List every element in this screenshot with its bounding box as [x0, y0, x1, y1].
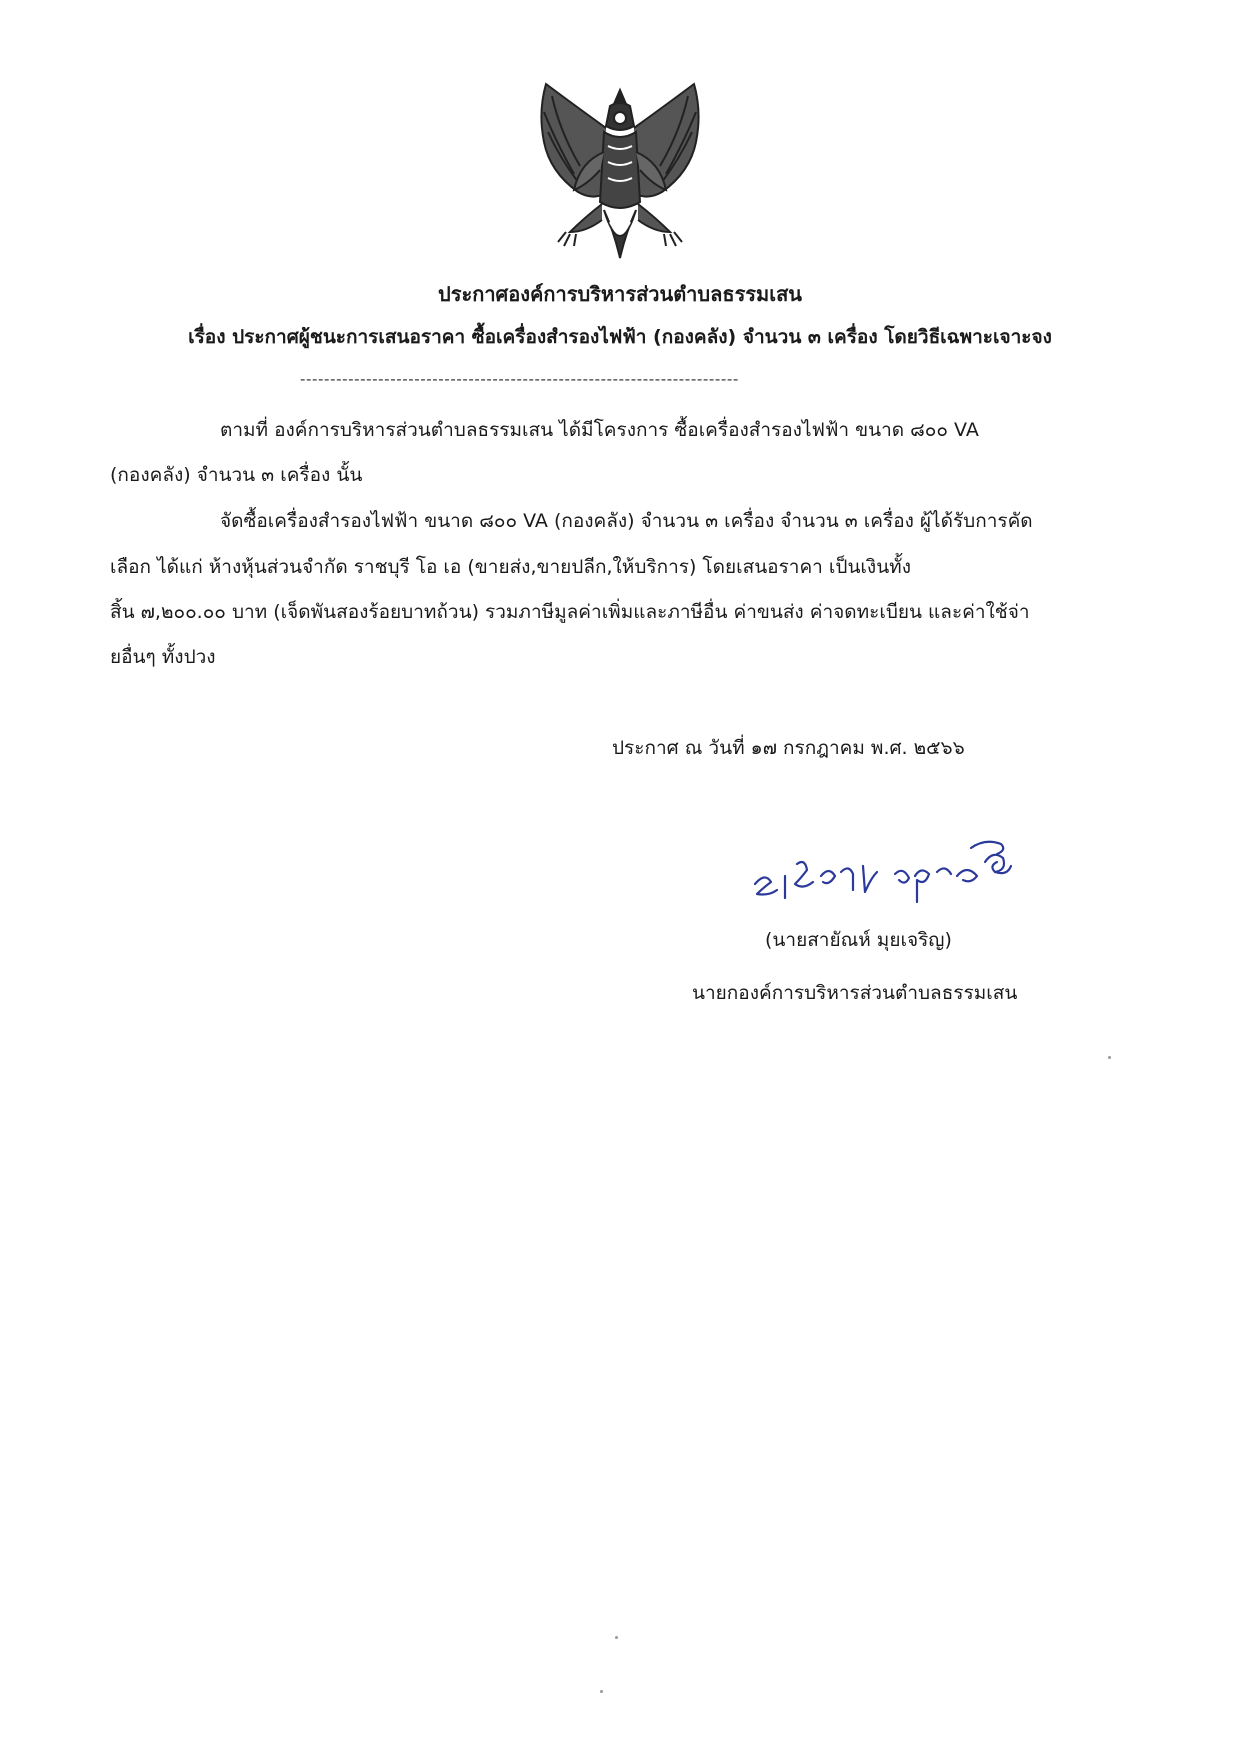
handwritten-signature — [745, 836, 1035, 906]
signer-name: (นายสายัณห์ มุยเจริญ) — [765, 929, 952, 951]
signer-title: นายกองค์การบริหารส่วนตำบลธรรมเสน — [692, 982, 1018, 1004]
announcement-subject: เรื่อง ประกาศผู้ชนะการเสนอราคา ซื้อเครื่องสำรองไฟฟ้า (กองคลัง) จำนวน ๓ เครื่อง โดยวิธีเฉพาะเจาะจง — [188, 326, 1052, 348]
document-page: ประกาศองค์การบริหารส่วนตำบลธรรมเสน เรื่อง ประกาศผู้ชนะการเสนอราคา ซื้อเครื่องสำรองไฟฟ้า (กองคลัง) จำนวน ๓ เครื่อง โดยวิธีเฉพาะเจาะจง ------------------------------------------------------------------------- ตามที่ องค์การบริหารส่วนตำบลธรรมเสน ได้มีโครงการ ซื้อเครื่องสำรองไฟฟ้า ขนาด ๘๐๐ VA (กองคลัง) จำนวน ๓ เครื่อง นั้น จัดซื้อเครื่องสำรองไฟฟ้า ขนาด ๘๐๐ VA (กองคลัง) จำนวน ๓ เครื่อง จำนวน ๓ เครื่อง ผู้ได้รับการคัด เลือก ได้แก่ ห้างหุ้นส่วนจำกัด ราชบุรี โอ เอ (ขายส่ง,ขายปลีก,ให้บริการ) โดยเสนอราคา เป็นเงินทั้ง สิ้น ๗,๒๐๐.๐๐ บาท (เจ็ดพันสองร้อยบาทถ้วน) รวมภาษีมูลค่าเพิ่มและภาษีอื่น ค่าขนส่ง ค่าจดทะเบียน และค่าใช้จ่า ยอื่นๆ ทั้งปวง ประกาศ ณ วันที่ ๑๗ กรกฎาคม พ.ศ. ๒๕๖๖ (นายสายัณห์ มุยเจริญ) นายกองค์การบริหารส่วนตำบลธรรมเสน — [0, 0, 1240, 1754]
paragraph-1-line-1: ตามที่ องค์การบริหารส่วนตำบลธรรมเสน ได้มีโครงการ ซื้อเครื่องสำรองไฟฟ้า ขนาด ๘๐๐ VA — [220, 419, 979, 441]
paragraph-1-line-2: (กองคลัง) จำนวน ๓ เครื่อง นั้น — [110, 464, 363, 486]
paragraph-2-line-4: ยอื่นๆ ทั้งปวง — [110, 646, 216, 668]
paragraph-2-line-3: สิ้น ๗,๒๐๐.๐๐ บาท (เจ็ดพันสองร้อยบาทถ้วน) รวมภาษีมูลค่าเพิ่มและภาษีอื่น ค่าขนส่ง ค่าจดทะเบียน และค่าใช้จ่า — [110, 601, 1030, 623]
garuda-emblem-icon — [530, 82, 710, 264]
scan-speck — [1108, 1056, 1111, 1059]
paragraph-2-line-1: จัดซื้อเครื่องสำรองไฟฟ้า ขนาด ๘๐๐ VA (กองคลัง) จำนวน ๓ เครื่อง จำนวน ๓ เครื่อง ผู้ได้รับการคัด — [220, 510, 1033, 532]
announcement-date: ประกาศ ณ วันที่ ๑๗ กรกฎาคม พ.ศ. ๒๕๖๖ — [612, 737, 965, 759]
announcement-title: ประกาศองค์การบริหารส่วนตำบลธรรมเสน — [438, 282, 802, 306]
paragraph-2-line-2: เลือก ได้แก่ ห้างหุ้นส่วนจำกัด ราชบุรี โอ เอ (ขายส่ง,ขายปลีก,ให้บริการ) โดยเสนอราคา เป็นเงินทั้ง — [110, 556, 911, 578]
scan-speck — [600, 1690, 603, 1693]
scan-speck — [615, 1636, 618, 1639]
